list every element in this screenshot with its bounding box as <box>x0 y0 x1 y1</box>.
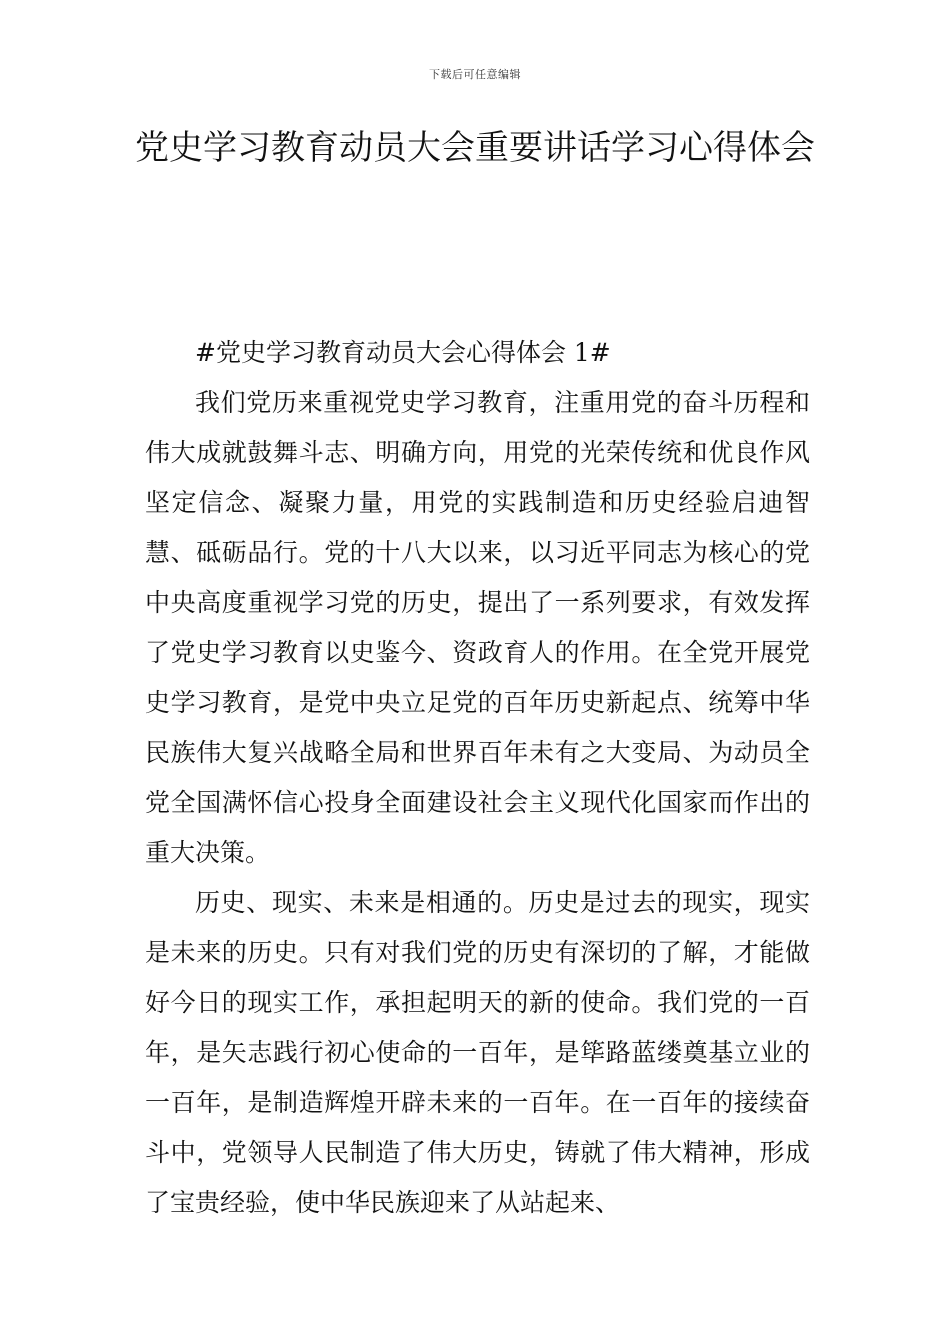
header-note: 下载后可任意编辑 <box>429 68 521 81</box>
paragraph: 历史、现实、未来是相通的。历史是过去的现实，现实是未来的历史。只有对我们党的历史有深切的了解，才能做好今日的现实工作，承担起明天的新的使命。我们党的一百年，是矢志践行初心使命的一百年，是筚路蓝缕奠基立业的一百年，是制造辉煌开辟未来的一百年。在一百年的接续奋斗中，党领导人民制造了伟大历史，铸就了伟大精神，形成了宝贵经验，使中华民族迎来了从站起来、 <box>145 888 810 1217</box>
paragraph: 我们党历来重视党史学习教育，注重用党的奋斗历程和伟大成就鼓舞斗志、明确方向，用党的光荣传统和优良作风坚定信念、凝聚力量，用党的实践制造和历史经验启迪智慧、砥砺品行。党的十八大以来，以习近平同志为核心的党中央高度重视学习党的历史，提出了一系列要求，有效发挥了党史学习教育以史鉴今、资政育人的作用。在全党开展党史学习教育，是党中央立足党的百年历史新起点、统筹中华民族伟大复兴战略全局和世界百年未有之大变局、为动员全党全国满怀信心投身全面建设社会主义现代化国家而作出的重大决策。 <box>145 388 810 867</box>
document-title: 党史学习教育动员大会重要讲话学习心得体会 <box>135 128 815 168</box>
document-body <box>145 328 810 1228</box>
section-heading: #党史学习教育动员大会心得体会 1# <box>195 338 611 367</box>
